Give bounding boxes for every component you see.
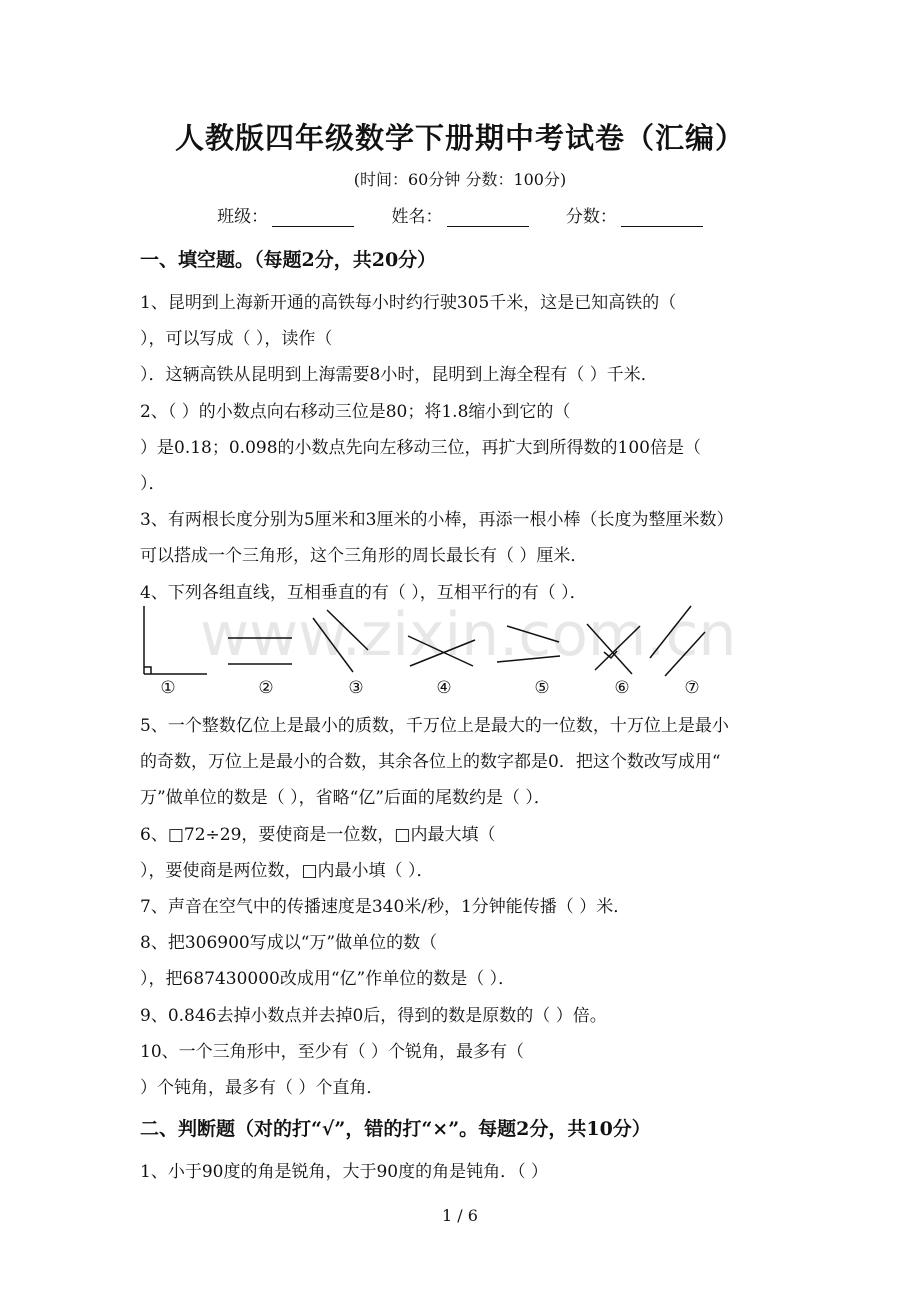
question-line: 的奇数，万位上是最小的合数，其余各位上的数字都是0．把这个数改写成用“ bbox=[140, 752, 721, 772]
watermark: www.zixin.com.cn bbox=[200, 600, 737, 670]
fig5-line-b bbox=[497, 656, 560, 662]
question-line: 9、0.846去掉小数点并去掉0后，得到的数是原数的（ ）倍。 bbox=[140, 1006, 607, 1026]
section1-heading: 一、填空题。（每题2分，共20分） bbox=[140, 249, 437, 271]
score-label: 分数： bbox=[565, 207, 617, 227]
fig-label-6: ⑥ bbox=[614, 678, 630, 698]
question-line: ）是0.18；0.098的小数点先向左移动三位，再扩大到所得数的100倍是（ bbox=[140, 438, 701, 458]
score-blank bbox=[621, 208, 703, 227]
fig3-line-a bbox=[313, 618, 353, 672]
fig-label-4: ④ bbox=[436, 678, 452, 698]
fig-label-7: ⑦ bbox=[684, 678, 700, 698]
student-info-row bbox=[0, 202, 920, 227]
question-line: 1、昆明到上海新开通的高铁每小时约行驶305千米，这是已知高铁的（ bbox=[140, 293, 677, 313]
question-line: ）．这辆高铁从昆明到上海需要8小时，昆明到上海全程有（ ）千米． bbox=[140, 365, 658, 385]
fig4-line-a bbox=[408, 636, 473, 666]
question-line: ）个钝角，最多有（ ）个直角． bbox=[140, 1078, 384, 1098]
class-blank bbox=[272, 208, 354, 227]
exam-title: 人教版四年级数学下册期中考试卷（汇编） bbox=[174, 121, 745, 155]
name-field bbox=[392, 202, 529, 227]
line-pairs-figure bbox=[135, 600, 725, 700]
question-line: 8、把306900写成以“万”做单位的数（ bbox=[140, 933, 438, 953]
exam-subtitle: (时间：60分钟 分数：100分) bbox=[353, 170, 567, 189]
question-line: 2、（ ）的小数点向右移动三位是80；将1.8缩小到它的（ bbox=[140, 402, 571, 422]
score-field bbox=[566, 202, 703, 227]
fig6-line-b bbox=[595, 626, 640, 670]
fig1-right-angle-mark bbox=[144, 667, 151, 674]
name-label: 姓名： bbox=[391, 207, 443, 227]
question-line: ），可以写成（ ），读作（ bbox=[140, 329, 333, 349]
question-line: ）． bbox=[140, 474, 166, 494]
fig6-line-a bbox=[587, 624, 632, 674]
class-label: 班级： bbox=[217, 207, 269, 227]
question-line: 1、小于90度的角是锐角，大于90度的角是钝角．（ ） bbox=[140, 1162, 548, 1182]
fig7-line-a bbox=[650, 606, 691, 658]
question-line: 10、一个三角形中，至少有（ ）个锐角，最多有（ bbox=[140, 1042, 525, 1062]
name-blank bbox=[447, 208, 529, 227]
question-line: 万”做单位的数是（ ），省略“亿”后面的尾数约是（ ）． bbox=[140, 788, 551, 808]
class-field bbox=[217, 202, 354, 227]
fig-label-2: ② bbox=[258, 678, 274, 698]
question-line: 6、□72÷29，要使商是一位数，□内最大填（ bbox=[140, 825, 496, 845]
fig-label-1: ① bbox=[160, 678, 176, 698]
fig5-line-a bbox=[507, 626, 559, 642]
section2-heading: 二、判断题（对的打“√”，错的打“×”。每题2分，共10分） bbox=[140, 1118, 651, 1140]
question-line: ），把687430000改成用“亿”作单位的数是（ ）． bbox=[140, 969, 516, 989]
question-line: 3、有两根长度分别为5厘米和3厘米的小棒，再添一根小棒（长度为整厘米数） bbox=[140, 510, 734, 530]
page-number: 1 / 6 bbox=[442, 1206, 478, 1225]
question-line: 7、声音在空气中的传播速度是340米/秒，1分钟能传播（ ）米． bbox=[140, 897, 631, 917]
fig-label-5: ⑤ bbox=[534, 678, 550, 698]
fig7-line-b bbox=[665, 632, 705, 676]
fig-label-3: ③ bbox=[348, 678, 364, 698]
question-line: 可以搭成一个三角形，这个三角形的周长最长有（ ）厘米． bbox=[140, 546, 588, 566]
question-line: 5、一个整数亿位上是最小的质数，千万位上是最大的一位数，十万位上是最小 bbox=[140, 716, 729, 736]
question-line: ），要使商是两位数，□内最小填（ ）． bbox=[140, 861, 434, 881]
question-line: 4、下列各组直线，互相垂直的有（ ），互相平行的有（ ）． bbox=[140, 583, 587, 603]
